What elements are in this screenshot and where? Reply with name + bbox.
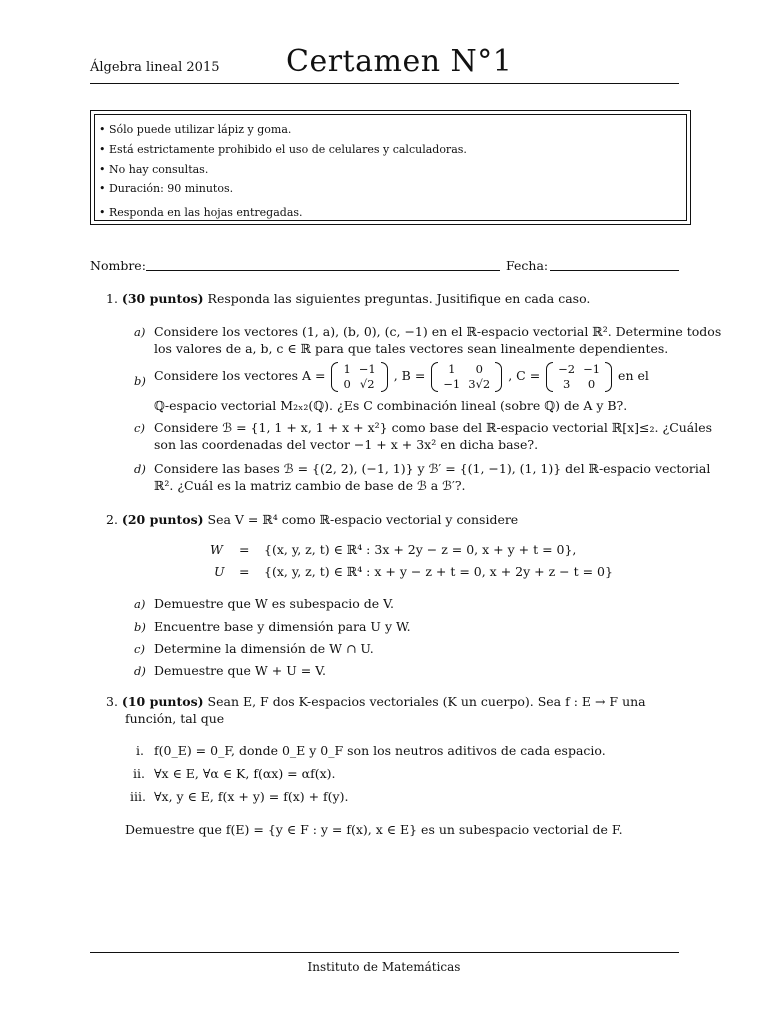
equals-sign: = <box>239 542 250 557</box>
footer-divider <box>90 952 679 953</box>
question-number: 1. <box>106 291 118 306</box>
q3-item: ∀x, y ∈ E, f(x + y) = f(x) + f(y). <box>154 789 349 804</box>
name-label: Nombre: <box>90 258 146 273</box>
q1b-line-1 <box>154 358 649 394</box>
question-3-header <box>106 694 646 710</box>
rule-item: • Sólo puede utilizar lápiz y goma. <box>99 123 292 136</box>
item-label: ii. <box>133 766 145 781</box>
student-info-row <box>90 258 679 274</box>
rule-item: • Responda en las hojas entregadas. <box>99 206 303 219</box>
q1d-line-1: Considere las bases ℬ = {(2, 2), (−1, 1)} y ℬ′ = {(1, −1), (1, 1)} del ℝ-espacio vectorial <box>154 461 711 476</box>
matrix-cell: −2 <box>558 361 576 376</box>
item-label: iii. <box>130 789 146 804</box>
q1b-C-label: , C = <box>508 368 541 383</box>
question-3-prompt-cont: función, tal que <box>125 711 225 726</box>
W-definition: {(x, y, z, t) ∈ ℝ⁴ : 3x + 2y − z = 0, x + y + t = 0}, <box>264 542 577 557</box>
q1a-line-1: Considere los vectores (1, a), (b, 0), (c, −1) en el ℝ-espacio vectorial ℝ². Determine todos <box>154 324 722 339</box>
q2-item: Demuestre que W + U = V. <box>154 663 326 678</box>
question-prompt: Sea V = ℝ⁴ como ℝ-espacio vectorial y considere <box>207 512 519 527</box>
date-blank-line[interactable] <box>550 270 679 271</box>
q3-conclusion: Demuestre que f(E) = {y ∈ F : y = f(x), x ∈ E} es un subespacio vectorial de F. <box>125 822 623 837</box>
date-label: Fecha: <box>506 258 549 273</box>
name-blank-line[interactable] <box>146 270 500 271</box>
item-label: d) <box>134 462 146 476</box>
item-label: b) <box>134 374 146 388</box>
W-lhs: W <box>210 542 223 557</box>
matrix-B <box>431 362 502 392</box>
q1d-line-2: ℝ². ¿Cuál es la matriz cambio de base de ℬ a ℬ′?. <box>154 478 466 493</box>
item-label: c) <box>134 642 145 656</box>
question-prompt: Responda las siguientes preguntas. Jusitifique en cada caso. <box>207 291 591 306</box>
rule-item: • No hay consultas. <box>99 163 209 176</box>
course-name: Álgebra lineal 2015 <box>90 60 220 75</box>
rule-item: • Está estrictamente prohibido el uso de celulares y calculadoras. <box>99 143 467 156</box>
q1c-line-2: son las coordenadas del vector −1 + x + 3x² en dicha base?. <box>154 437 539 452</box>
q1c-line-1: Considere ℬ = {1, 1 + x, 1 + x + x²} como base del ℝ-espacio vectorial ℝ[x]≤₂. ¿Cuáles <box>154 420 713 435</box>
question-2-header <box>106 512 518 528</box>
q3-item: f(0_E) = 0_F, donde 0_E y 0_F son los neutros aditivos de cada espacio. <box>154 743 606 758</box>
matrix-cell: −1 <box>583 361 601 376</box>
matrix-cell: 0 <box>343 376 351 391</box>
q1b-tail: en el <box>618 368 649 383</box>
item-label: d) <box>134 664 146 678</box>
q3-item: ∀x ∈ E, ∀α ∈ K, f(αx) = αf(x). <box>154 766 336 781</box>
equals-sign: = <box>239 564 250 579</box>
q1b-B-label: , B = <box>393 368 426 383</box>
matrix-C <box>546 362 612 392</box>
matrix-cell: 0 <box>587 376 596 391</box>
q1b-line-2: ℚ-espacio vectorial M₂ₓ₂(ℚ). ¿Es C combinación lineal (sobre ℚ) de A y B?. <box>154 398 628 413</box>
matrix-cell: −1 <box>358 361 376 376</box>
matrix-cell: √2 <box>359 376 375 391</box>
U-lhs: U <box>214 564 225 579</box>
item-label: b) <box>134 620 146 634</box>
q1b-intro: Considere los vectores A = <box>154 368 326 383</box>
question-1-header <box>106 291 590 307</box>
page-title: Certamen N°1 <box>286 44 513 79</box>
header-divider <box>90 83 679 84</box>
matrix-cell: 3 <box>562 376 571 391</box>
matrix-cell: −1 <box>443 376 461 391</box>
footer-institution: Instituto de Matemáticas <box>307 960 461 974</box>
U-definition: {(x, y, z, t) ∈ ℝ⁴ : x + y − z + t = 0, x + 2y + z − t = 0} <box>264 564 613 579</box>
question-number: 2. <box>106 512 118 527</box>
q2-item: Encuentre base y dimensión para U y W. <box>154 619 411 634</box>
question-prompt: Sean E, F dos K-espacios vectoriales (K un cuerpo). Sea f : E → F una <box>207 694 646 709</box>
q1a-line-2: los valores de a, b, c ∈ ℝ para que tales vectores sean linealmente dependientes. <box>154 341 669 356</box>
question-points: (20 puntos) <box>121 512 204 527</box>
instructions-inner-frame <box>94 114 687 221</box>
question-points: (10 puntos) <box>121 694 204 709</box>
matrix-cell: 1 <box>448 361 456 376</box>
question-number: 3. <box>106 694 118 709</box>
q2-item: Demuestre que W es subespacio de V. <box>154 596 394 611</box>
matrix-A <box>331 362 387 392</box>
matrix-cell: 0 <box>475 361 483 376</box>
question-points: (30 puntos) <box>121 291 204 306</box>
matrix-cell: 3√2 <box>468 376 491 391</box>
item-label: i. <box>136 743 144 758</box>
instructions-box <box>90 110 691 225</box>
rule-item: • Duración: 90 minutos. <box>99 182 234 195</box>
matrix-cell: 1 <box>343 361 351 376</box>
q2-item: Determine la dimensión de W ∩ U. <box>154 641 374 656</box>
item-label: a) <box>134 325 146 339</box>
item-label: c) <box>134 421 145 435</box>
item-label: a) <box>134 597 146 611</box>
